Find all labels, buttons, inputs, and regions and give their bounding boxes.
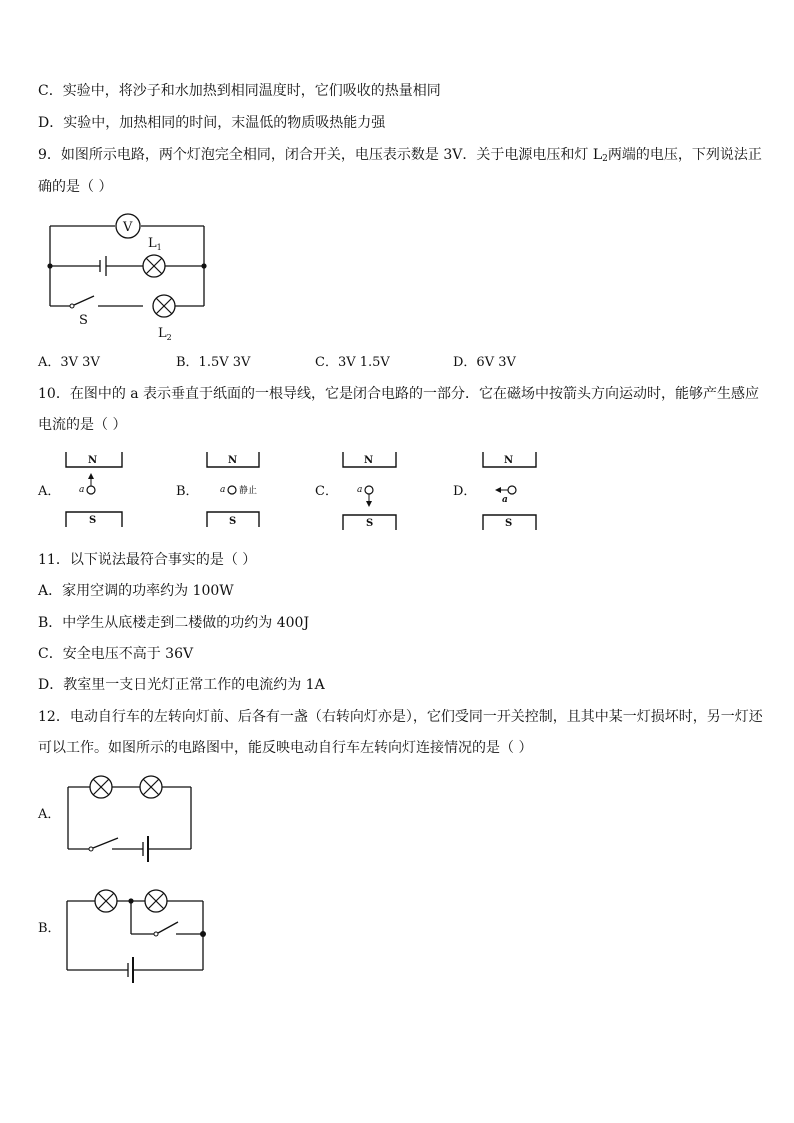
q10-figure-b [207,452,259,527]
q9-stem-pre: 9．如图所示电路，两个灯泡完全相同，闭合开关，电压表示数是 3V．关于电源电压和灯 L [38,147,603,163]
q9-option-b: B．1.5V 3V [176,355,251,370]
q10-option-b: B． [176,484,199,499]
svg-text:a: a [220,485,226,495]
q9-option-c: C．3V 1.5V [315,355,390,370]
q12-option-a: A． [38,807,61,822]
q12-circuit-a [68,787,191,862]
q10-figure-d [483,452,536,530]
q10-stem-line1: 10．在图中的 a 表示垂直于纸面的一根导线，它是闭合电路的一部分．它在磁场中按箭头方向运动时，能够产生感应 [38,386,760,402]
q11-stem: 11．以下说法最符合事实的是（ ） [38,552,257,568]
q9-stem-line2: 确的是（ ） [38,179,113,195]
junction-dot [200,931,206,937]
q10-stem-line2: 电流的是（ ） [38,417,127,433]
q10-figure-c [343,452,396,530]
q12-stem-line2: 可以工作。如图所示的电路图中，能反映电动自行车左转向灯连接情况的是（ ） [38,740,533,756]
svg-text:S: S [366,518,374,529]
q12-stem-line1: 12．电动自行车的左转向灯前、后各有一盏（右转向灯亦是），它们受同一开关控制，且其中某一灯损坏时，另一灯还 [38,709,763,725]
lamp-l2-label: $L_2$ [158,326,172,342]
q9-option-d: D．6V 3V [453,355,516,370]
q11-option-c: C．安全电压不高于 36V [38,646,194,662]
junction-dot [201,263,206,268]
q10-option-a: A． [38,484,61,499]
switch-pivot [89,847,93,851]
q11-option-d: D．教室里一支日光灯正常工作的电流约为 1A [38,677,325,693]
switch-label: S [79,313,88,328]
svg-text:N: N [88,455,98,466]
junction-dot [47,263,52,268]
svg-text:N: N [364,455,374,466]
q8-option-c: C．实验中，将沙子和水加热到相同温度时，它们吸收的热量相同 [38,83,441,99]
svg-text:静止: 静止 [239,486,258,496]
junction-dot [128,898,133,903]
q9-stem-sub: 2 [602,154,608,164]
q11-option-a: A．家用空调的功率约为 100W [38,583,234,599]
svg-text:S: S [229,516,237,527]
q9-option-a: A．3V 3V [38,355,100,370]
q12-circuit-b [67,901,203,983]
switch-pivot [70,304,74,308]
svg-text:a: a [502,495,508,505]
switch-pivot [154,932,158,936]
q10-option-d: D． [453,484,477,499]
svg-text:S: S [89,515,97,526]
q10-figure-a [66,452,122,527]
q10-option-c: C． [315,484,338,499]
q9-stem-post: 两端的电压，下列说法正 [607,147,762,163]
svg-text:a: a [357,485,363,495]
voltmeter-label: V [123,220,133,235]
lamp-l1-label: $L_1$ [148,236,162,252]
svg-text:a: a [79,485,85,495]
svg-text:S: S [505,518,513,529]
q11-option-b: B．中学生从底楼走到二楼做的功约为 400J [38,615,310,631]
svg-text:N: N [228,455,238,466]
svg-text:N: N [504,455,514,466]
q12-option-b: B． [38,921,61,936]
q8-option-d: D．实验中，加热相同的时间，末温低的物质吸热能力强 [38,115,386,131]
